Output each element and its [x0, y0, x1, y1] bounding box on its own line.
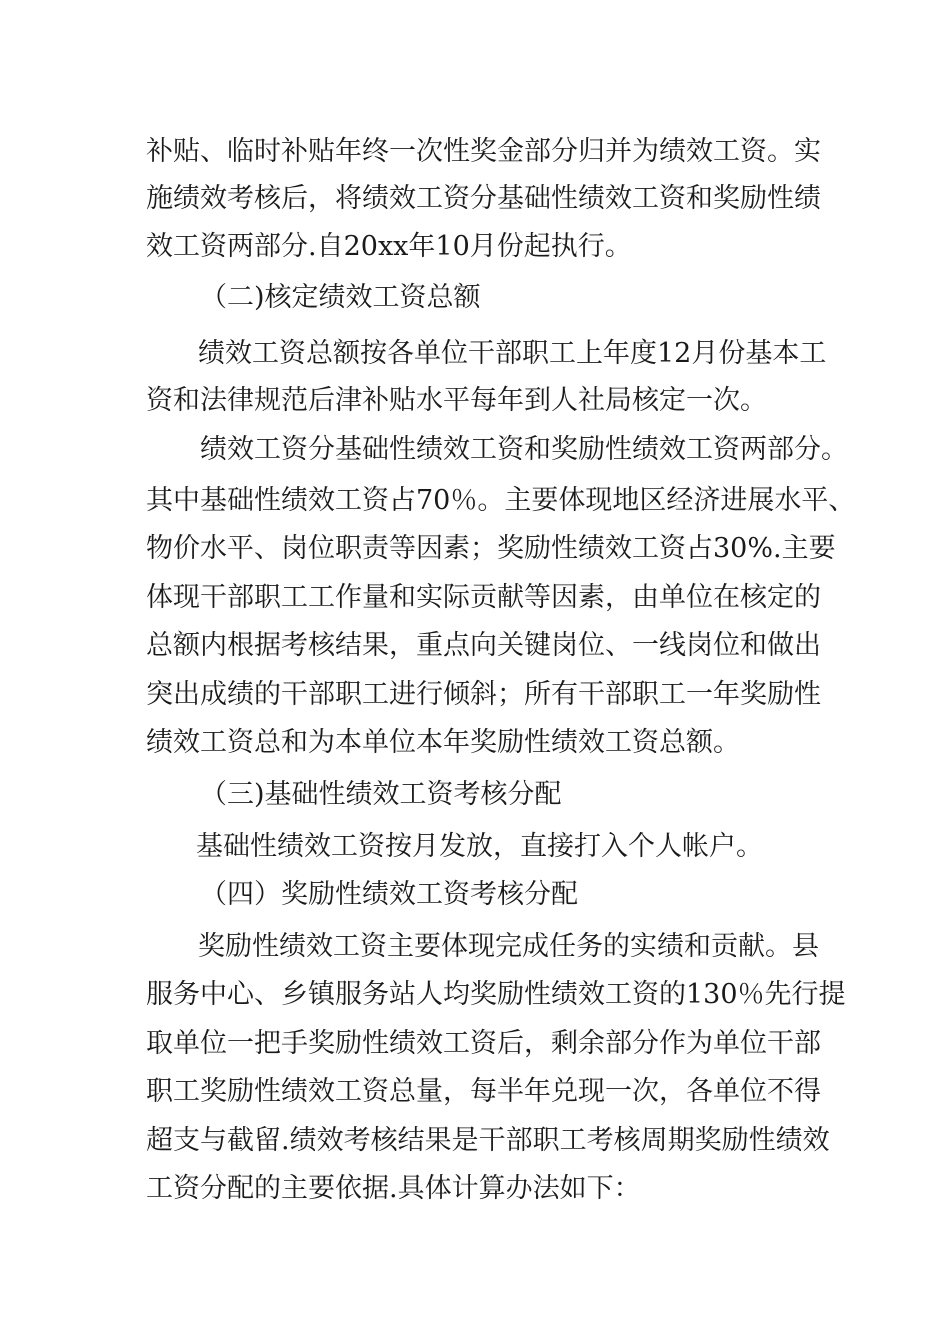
text-line: 绩效工资分基础性绩效工资和奖励性绩效工资两部分。 [200, 434, 848, 465]
text-line: 工资分配的主要依据.具体计算办法如下： [146, 1173, 641, 1204]
text-line: 奖励性绩效工资主要体现完成任务的实绩和贡献。县 [198, 931, 819, 962]
text-line: 突出成绩的干部职工进行倾斜；所有干部职工一年奖励性 [146, 679, 821, 710]
section-heading-3: （三)基础性绩效工资考核分配 [200, 779, 562, 810]
text-line: 超支与截留.绩效考核结果是干部职工考核周期奖励性绩效 [146, 1125, 830, 1156]
text-line: 其中基础性绩效工资占70％。主要体现地区经济进展水平、 [146, 485, 856, 516]
text-line: 取单位一把手奖励性绩效工资后，剩余部分作为单位干部 [146, 1028, 821, 1059]
text-line: 绩效工资总和为本单位本年奖励性绩效工资总额。 [146, 727, 740, 758]
text-line: 总额内根据考核结果，重点向关键岗位、一线岗位和做出 [146, 630, 821, 661]
text-line: 服务中心、乡镇服务站人均奖励性绩效工资的130％先行提 [146, 979, 846, 1010]
text-line: 施绩效考核后，将绩效工资分基础性绩效工资和奖励性绩 [146, 183, 821, 214]
section-heading-2: （二)核定绩效工资总额 [200, 282, 481, 313]
text-line: 补贴、临时补贴年终一次性奖金部分归并为绩效工资。实 [146, 136, 821, 167]
text-line: 基础性绩效工资按月发放，直接打入个人帐户。 [196, 831, 763, 862]
text-line: 职工奖励性绩效工资总量，每半年兑现一次，各单位不得 [146, 1076, 821, 1107]
text-line: 物价水平、岗位职责等因素；奖励性绩效工资占30%.主要 [146, 533, 836, 564]
text-line: 绩效工资总额按各单位干部职工上年度12月份基本工 [198, 338, 827, 369]
text-line: 效工资两部分.自20xx年10月份起执行。 [146, 231, 632, 262]
section-heading-4: （四）奖励性绩效工资考核分配 [200, 879, 578, 910]
text-line: 体现干部职工工作量和实际贡献等因素，由单位在核定的 [146, 582, 821, 613]
text-line: 资和法律规范后津补贴水平每年到人社局核定一次。 [146, 385, 767, 416]
